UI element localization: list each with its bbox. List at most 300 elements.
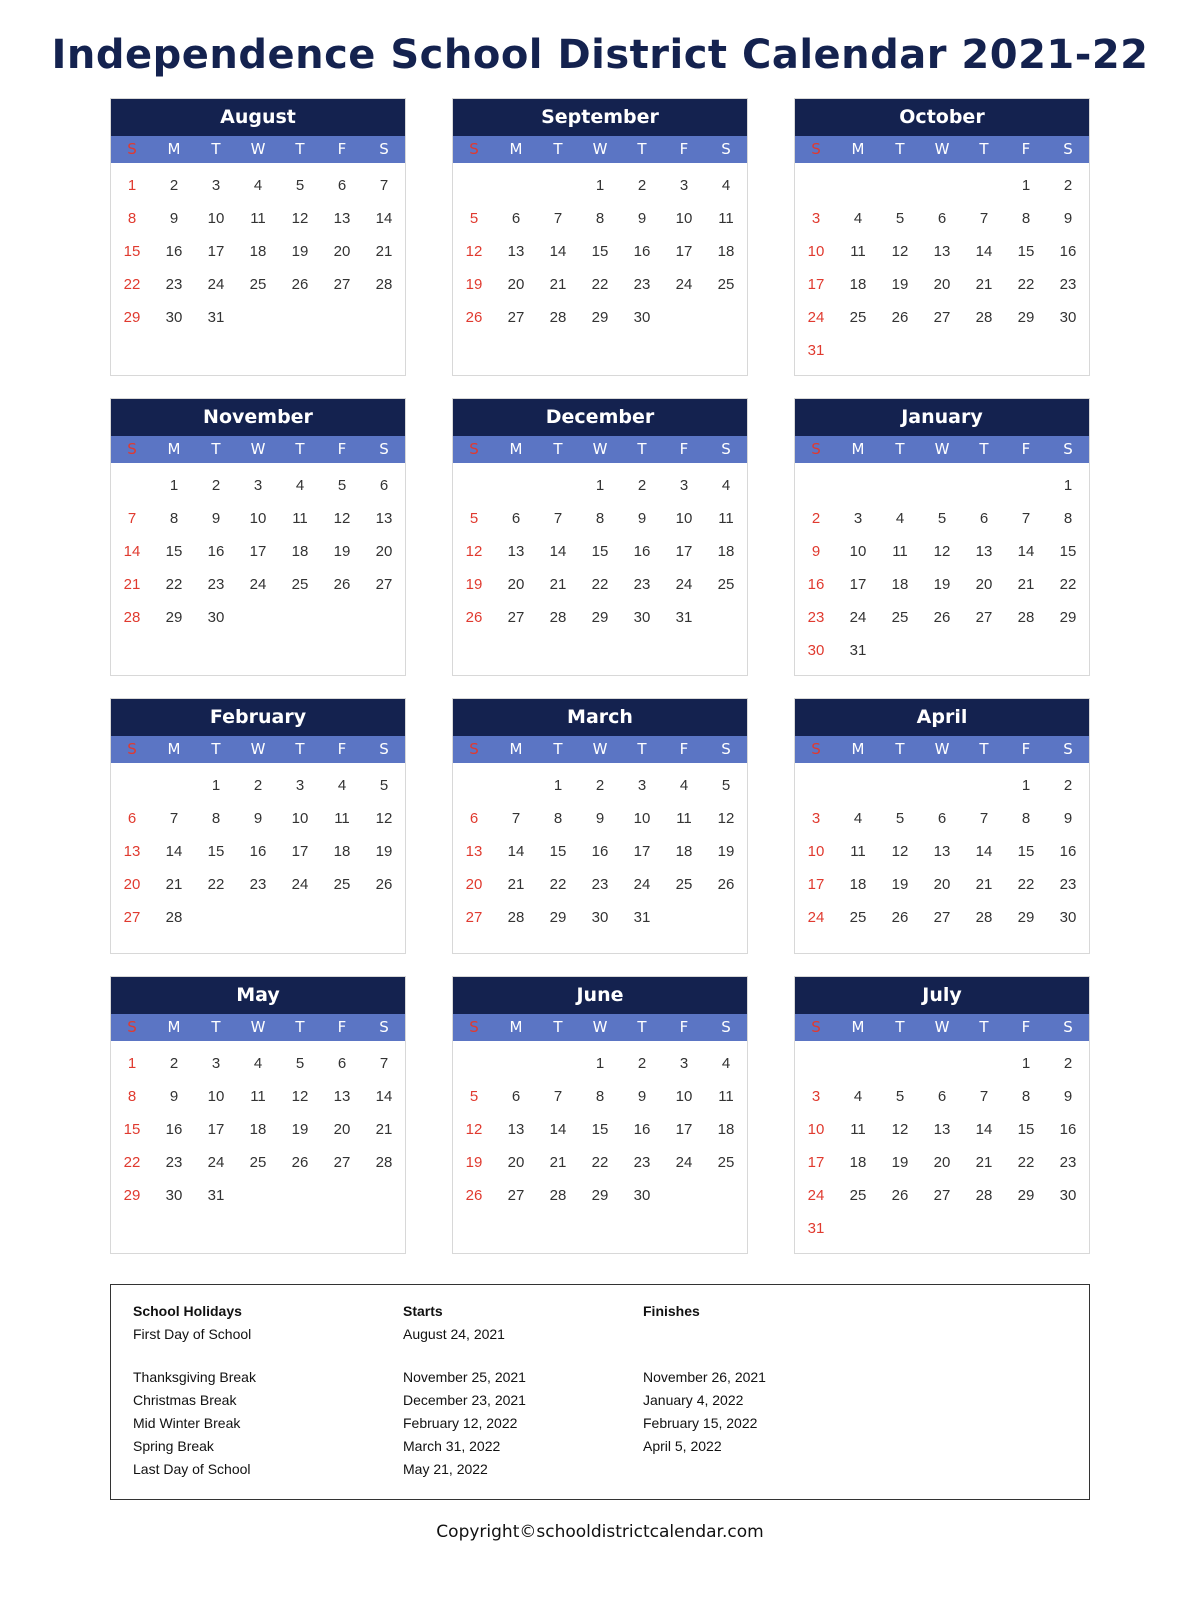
day-cell[interactable]: 28 [549, 1187, 567, 1204]
day-cell[interactable]: 20 [933, 876, 951, 893]
day-cell[interactable]: 25 [891, 609, 909, 626]
day-cell[interactable]: 4 [853, 210, 863, 227]
day-cell[interactable]: 23 [633, 276, 651, 293]
day-cell[interactable]: 2 [211, 477, 221, 494]
day-cell[interactable]: 7 [1021, 510, 1031, 527]
day-cell[interactable]: 31 [207, 309, 225, 326]
day-cell[interactable]: 2 [253, 777, 263, 794]
day-cell[interactable]: 16 [249, 843, 267, 860]
day-cell[interactable]: 13 [375, 510, 393, 527]
day-cell[interactable]: 3 [253, 477, 263, 494]
day-cell[interactable]: 4 [721, 477, 731, 494]
day-cell[interactable]: 17 [807, 276, 825, 293]
day-cell[interactable]: 20 [375, 543, 393, 560]
day-cell[interactable]: 14 [975, 1121, 993, 1138]
day-cell[interactable]: 21 [123, 576, 141, 593]
day-cell[interactable]: 13 [465, 843, 483, 860]
day-cell[interactable]: 5 [469, 1088, 479, 1105]
day-cell[interactable]: 22 [1017, 876, 1035, 893]
day-cell[interactable]: 9 [211, 510, 221, 527]
day-cell[interactable]: 28 [375, 1154, 393, 1171]
day-cell[interactable]: 24 [291, 876, 309, 893]
day-cell[interactable]: 23 [1059, 1154, 1077, 1171]
day-cell[interactable]: 3 [811, 810, 821, 827]
day-cell[interactable]: 16 [1059, 1121, 1077, 1138]
day-cell[interactable]: 26 [333, 576, 351, 593]
day-cell[interactable]: 24 [807, 309, 825, 326]
day-cell[interactable]: 21 [549, 276, 567, 293]
day-cell[interactable]: 23 [249, 876, 267, 893]
day-cell[interactable]: 6 [337, 177, 347, 194]
day-cell[interactable]: 19 [465, 1154, 483, 1171]
day-cell[interactable]: 15 [123, 243, 141, 260]
day-cell[interactable]: 28 [1017, 609, 1035, 626]
day-cell[interactable]: 26 [891, 309, 909, 326]
day-cell[interactable]: 30 [807, 642, 825, 659]
day-cell[interactable]: 29 [549, 909, 567, 926]
day-cell[interactable]: 13 [933, 243, 951, 260]
day-cell[interactable]: 17 [207, 1121, 225, 1138]
day-cell[interactable]: 14 [1017, 543, 1035, 560]
day-cell[interactable]: 1 [1021, 1055, 1031, 1072]
day-cell[interactable]: 22 [207, 876, 225, 893]
day-cell[interactable]: 30 [591, 909, 609, 926]
day-cell[interactable]: 31 [675, 609, 693, 626]
day-cell[interactable]: 7 [553, 1088, 563, 1105]
day-cell[interactable]: 4 [295, 477, 305, 494]
day-cell[interactable]: 11 [334, 810, 350, 827]
day-cell[interactable]: 15 [123, 1121, 141, 1138]
day-cell[interactable]: 30 [633, 1187, 651, 1204]
day-cell[interactable]: 6 [127, 810, 137, 827]
day-cell[interactable]: 13 [507, 243, 525, 260]
day-cell[interactable]: 19 [933, 576, 951, 593]
day-cell[interactable]: 15 [165, 543, 183, 560]
day-cell[interactable]: 8 [211, 810, 221, 827]
day-cell[interactable]: 22 [165, 576, 183, 593]
day-cell[interactable]: 23 [1059, 276, 1077, 293]
day-cell[interactable]: 26 [465, 1187, 483, 1204]
day-cell[interactable]: 19 [333, 543, 351, 560]
day-cell[interactable]: 11 [718, 210, 734, 227]
day-cell[interactable]: 9 [595, 810, 605, 827]
day-cell[interactable]: 25 [717, 276, 735, 293]
day-cell[interactable]: 14 [123, 543, 141, 560]
day-cell[interactable]: 2 [637, 477, 647, 494]
day-cell[interactable]: 23 [207, 576, 225, 593]
day-cell[interactable]: 2 [1063, 177, 1073, 194]
day-cell[interactable]: 21 [1017, 576, 1035, 593]
day-cell[interactable]: 11 [676, 810, 692, 827]
day-cell[interactable]: 8 [595, 510, 605, 527]
day-cell[interactable]: 7 [553, 510, 563, 527]
day-cell[interactable]: 25 [849, 1187, 867, 1204]
day-cell[interactable]: 27 [465, 909, 483, 926]
day-cell[interactable]: 27 [975, 609, 993, 626]
day-cell[interactable]: 21 [549, 576, 567, 593]
day-cell[interactable]: 3 [637, 777, 647, 794]
day-cell[interactable]: 9 [253, 810, 263, 827]
day-cell[interactable]: 14 [165, 843, 183, 860]
day-cell[interactable]: 31 [207, 1187, 225, 1204]
day-cell[interactable]: 15 [1017, 1121, 1035, 1138]
day-cell[interactable]: 13 [507, 1121, 525, 1138]
day-cell[interactable]: 11 [850, 243, 866, 260]
day-cell[interactable]: 17 [849, 576, 867, 593]
day-cell[interactable]: 16 [633, 543, 651, 560]
day-cell[interactable]: 9 [637, 210, 647, 227]
day-cell[interactable]: 18 [675, 843, 693, 860]
day-cell[interactable]: 24 [207, 1154, 225, 1171]
day-cell[interactable]: 1 [553, 777, 563, 794]
day-cell[interactable]: 10 [675, 1088, 693, 1105]
day-cell[interactable]: 13 [333, 210, 351, 227]
day-cell[interactable]: 19 [291, 1121, 309, 1138]
day-cell[interactable]: 31 [849, 642, 867, 659]
day-cell[interactable]: 22 [591, 576, 609, 593]
day-cell[interactable]: 5 [895, 210, 905, 227]
day-cell[interactable]: 7 [553, 210, 563, 227]
day-cell[interactable]: 2 [811, 510, 821, 527]
day-cell[interactable]: 16 [207, 543, 225, 560]
day-cell[interactable]: 3 [811, 1088, 821, 1105]
day-cell[interactable]: 19 [717, 843, 735, 860]
day-cell[interactable]: 20 [975, 576, 993, 593]
day-cell[interactable]: 12 [933, 543, 951, 560]
day-cell[interactable]: 29 [123, 1187, 141, 1204]
day-cell[interactable]: 18 [849, 276, 867, 293]
day-cell[interactable]: 8 [1021, 810, 1031, 827]
day-cell[interactable]: 6 [937, 810, 947, 827]
day-cell[interactable]: 26 [291, 276, 309, 293]
day-cell[interactable]: 23 [633, 576, 651, 593]
day-cell[interactable]: 27 [507, 1187, 525, 1204]
day-cell[interactable]: 25 [849, 909, 867, 926]
day-cell[interactable]: 28 [975, 309, 993, 326]
day-cell[interactable]: 28 [507, 909, 525, 926]
day-cell[interactable]: 31 [807, 342, 825, 359]
day-cell[interactable]: 7 [979, 210, 989, 227]
day-cell[interactable]: 14 [375, 210, 393, 227]
day-cell[interactable]: 14 [375, 1088, 393, 1105]
day-cell[interactable]: 16 [1059, 243, 1077, 260]
day-cell[interactable]: 28 [549, 609, 567, 626]
day-cell[interactable]: 15 [591, 1121, 609, 1138]
day-cell[interactable]: 3 [679, 1055, 689, 1072]
day-cell[interactable]: 4 [721, 1055, 731, 1072]
day-cell[interactable]: 1 [1021, 777, 1031, 794]
day-cell[interactable]: 1 [127, 1055, 137, 1072]
day-cell[interactable]: 10 [633, 810, 651, 827]
day-cell[interactable]: 16 [633, 1121, 651, 1138]
day-cell[interactable]: 29 [591, 309, 609, 326]
day-cell[interactable]: 31 [633, 909, 651, 926]
day-cell[interactable]: 19 [891, 1154, 909, 1171]
day-cell[interactable]: 15 [1059, 543, 1077, 560]
day-cell[interactable]: 20 [123, 876, 141, 893]
day-cell[interactable]: 14 [507, 843, 525, 860]
day-cell[interactable]: 30 [165, 1187, 183, 1204]
day-cell[interactable]: 12 [891, 243, 909, 260]
day-cell[interactable]: 12 [333, 510, 351, 527]
day-cell[interactable]: 8 [595, 210, 605, 227]
day-cell[interactable]: 4 [721, 177, 731, 194]
day-cell[interactable]: 6 [379, 477, 389, 494]
day-cell[interactable]: 25 [249, 276, 267, 293]
day-cell[interactable]: 1 [595, 177, 605, 194]
day-cell[interactable]: 1 [169, 477, 179, 494]
day-cell[interactable]: 1 [595, 477, 605, 494]
day-cell[interactable]: 29 [1059, 609, 1077, 626]
day-cell[interactable]: 31 [807, 1220, 825, 1237]
day-cell[interactable]: 10 [207, 210, 225, 227]
day-cell[interactable]: 1 [1063, 477, 1073, 494]
day-cell[interactable]: 23 [633, 1154, 651, 1171]
day-cell[interactable]: 3 [679, 477, 689, 494]
day-cell[interactable]: 24 [807, 909, 825, 926]
day-cell[interactable]: 11 [292, 510, 308, 527]
day-cell[interactable]: 18 [891, 576, 909, 593]
day-cell[interactable]: 22 [1059, 576, 1077, 593]
day-cell[interactable]: 23 [807, 609, 825, 626]
day-cell[interactable]: 14 [549, 543, 567, 560]
day-cell[interactable]: 19 [891, 876, 909, 893]
day-cell[interactable]: 12 [465, 543, 483, 560]
day-cell[interactable]: 21 [165, 876, 183, 893]
day-cell[interactable]: 20 [333, 1121, 351, 1138]
day-cell[interactable]: 6 [511, 1088, 521, 1105]
day-cell[interactable]: 9 [637, 510, 647, 527]
day-cell[interactable]: 10 [807, 243, 825, 260]
day-cell[interactable]: 8 [553, 810, 563, 827]
day-cell[interactable]: 27 [507, 309, 525, 326]
day-cell[interactable]: 21 [375, 243, 393, 260]
day-cell[interactable]: 9 [637, 1088, 647, 1105]
day-cell[interactable]: 15 [207, 843, 225, 860]
day-cell[interactable]: 25 [717, 576, 735, 593]
day-cell[interactable]: 5 [469, 210, 479, 227]
day-cell[interactable]: 22 [1017, 1154, 1035, 1171]
day-cell[interactable]: 28 [123, 609, 141, 626]
day-cell[interactable]: 29 [591, 609, 609, 626]
day-cell[interactable]: 11 [850, 843, 866, 860]
day-cell[interactable]: 25 [717, 1154, 735, 1171]
day-cell[interactable]: 2 [637, 177, 647, 194]
day-cell[interactable]: 25 [333, 876, 351, 893]
day-cell[interactable]: 4 [253, 177, 263, 194]
day-cell[interactable]: 7 [511, 810, 521, 827]
day-cell[interactable]: 14 [975, 843, 993, 860]
day-cell[interactable]: 22 [1017, 276, 1035, 293]
day-cell[interactable]: 21 [549, 1154, 567, 1171]
day-cell[interactable]: 2 [637, 1055, 647, 1072]
day-cell[interactable]: 26 [375, 876, 393, 893]
day-cell[interactable]: 19 [291, 243, 309, 260]
day-cell[interactable]: 29 [1017, 1187, 1035, 1204]
day-cell[interactable]: 5 [337, 477, 347, 494]
day-cell[interactable]: 24 [675, 576, 693, 593]
day-cell[interactable]: 5 [895, 1088, 905, 1105]
day-cell[interactable]: 22 [591, 276, 609, 293]
day-cell[interactable]: 3 [853, 510, 863, 527]
day-cell[interactable]: 12 [465, 243, 483, 260]
day-cell[interactable]: 24 [633, 876, 651, 893]
day-cell[interactable]: 23 [165, 276, 183, 293]
day-cell[interactable]: 25 [849, 309, 867, 326]
day-cell[interactable]: 4 [253, 1055, 263, 1072]
day-cell[interactable]: 20 [333, 243, 351, 260]
day-cell[interactable]: 7 [127, 510, 137, 527]
day-cell[interactable]: 27 [507, 609, 525, 626]
day-cell[interactable]: 28 [375, 276, 393, 293]
day-cell[interactable]: 29 [165, 609, 183, 626]
day-cell[interactable]: 20 [507, 576, 525, 593]
day-cell[interactable]: 18 [333, 843, 351, 860]
day-cell[interactable]: 25 [291, 576, 309, 593]
day-cell[interactable]: 7 [379, 177, 389, 194]
day-cell[interactable]: 6 [937, 210, 947, 227]
day-cell[interactable]: 5 [721, 777, 731, 794]
day-cell[interactable]: 6 [511, 210, 521, 227]
day-cell[interactable]: 26 [891, 909, 909, 926]
day-cell[interactable]: 16 [807, 576, 825, 593]
day-cell[interactable]: 9 [1063, 210, 1073, 227]
day-cell[interactable]: 11 [250, 1088, 266, 1105]
day-cell[interactable]: 23 [1059, 876, 1077, 893]
day-cell[interactable]: 4 [853, 1088, 863, 1105]
day-cell[interactable]: 30 [1059, 909, 1077, 926]
day-cell[interactable]: 10 [207, 1088, 225, 1105]
day-cell[interactable]: 18 [717, 243, 735, 260]
day-cell[interactable]: 17 [807, 1154, 825, 1171]
day-cell[interactable]: 1 [1021, 177, 1031, 194]
day-cell[interactable]: 10 [675, 510, 693, 527]
day-cell[interactable]: 18 [849, 876, 867, 893]
day-cell[interactable]: 27 [123, 909, 141, 926]
day-cell[interactable]: 11 [718, 1088, 734, 1105]
day-cell[interactable]: 6 [937, 1088, 947, 1105]
day-cell[interactable]: 8 [1021, 1088, 1031, 1105]
day-cell[interactable]: 24 [249, 576, 267, 593]
day-cell[interactable]: 18 [249, 243, 267, 260]
day-cell[interactable]: 18 [249, 1121, 267, 1138]
day-cell[interactable]: 21 [975, 276, 993, 293]
day-cell[interactable]: 15 [1017, 843, 1035, 860]
day-cell[interactable]: 20 [507, 276, 525, 293]
day-cell[interactable]: 24 [675, 1154, 693, 1171]
day-cell[interactable]: 20 [933, 1154, 951, 1171]
day-cell[interactable]: 25 [249, 1154, 267, 1171]
day-cell[interactable]: 18 [849, 1154, 867, 1171]
day-cell[interactable]: 27 [933, 309, 951, 326]
day-cell[interactable]: 23 [165, 1154, 183, 1171]
day-cell[interactable]: 29 [1017, 309, 1035, 326]
day-cell[interactable]: 19 [375, 843, 393, 860]
day-cell[interactable]: 17 [675, 243, 693, 260]
day-cell[interactable]: 6 [469, 810, 479, 827]
day-cell[interactable]: 3 [211, 177, 221, 194]
day-cell[interactable]: 17 [675, 1121, 693, 1138]
day-cell[interactable]: 10 [807, 843, 825, 860]
day-cell[interactable]: 8 [595, 1088, 605, 1105]
day-cell[interactable]: 26 [891, 1187, 909, 1204]
day-cell[interactable]: 6 [337, 1055, 347, 1072]
day-cell[interactable]: 5 [469, 510, 479, 527]
day-cell[interactable]: 7 [979, 810, 989, 827]
day-cell[interactable]: 3 [679, 177, 689, 194]
day-cell[interactable]: 9 [811, 543, 821, 560]
day-cell[interactable]: 28 [549, 309, 567, 326]
day-cell[interactable]: 12 [291, 1088, 309, 1105]
day-cell[interactable]: 8 [127, 210, 137, 227]
day-cell[interactable]: 19 [891, 276, 909, 293]
day-cell[interactable]: 10 [291, 810, 309, 827]
day-cell[interactable]: 11 [718, 510, 734, 527]
day-cell[interactable]: 27 [333, 276, 351, 293]
day-cell[interactable]: 13 [333, 1088, 351, 1105]
day-cell[interactable]: 6 [511, 510, 521, 527]
day-cell[interactable]: 4 [853, 810, 863, 827]
day-cell[interactable]: 2 [169, 177, 179, 194]
day-cell[interactable]: 2 [1063, 777, 1073, 794]
day-cell[interactable]: 17 [207, 243, 225, 260]
day-cell[interactable]: 10 [849, 543, 867, 560]
day-cell[interactable]: 3 [211, 1055, 221, 1072]
day-cell[interactable]: 20 [465, 876, 483, 893]
day-cell[interactable]: 3 [811, 210, 821, 227]
day-cell[interactable]: 5 [295, 177, 305, 194]
day-cell[interactable]: 27 [375, 576, 393, 593]
day-cell[interactable]: 2 [595, 777, 605, 794]
day-cell[interactable]: 15 [549, 843, 567, 860]
day-cell[interactable]: 13 [933, 843, 951, 860]
day-cell[interactable]: 24 [849, 609, 867, 626]
day-cell[interactable]: 18 [717, 1121, 735, 1138]
day-cell[interactable]: 26 [933, 609, 951, 626]
day-cell[interactable]: 14 [549, 243, 567, 260]
day-cell[interactable]: 1 [127, 177, 137, 194]
day-cell[interactable]: 21 [375, 1121, 393, 1138]
day-cell[interactable]: 16 [165, 1121, 183, 1138]
day-cell[interactable]: 6 [979, 510, 989, 527]
day-cell[interactable]: 9 [1063, 1088, 1073, 1105]
day-cell[interactable]: 15 [591, 243, 609, 260]
day-cell[interactable]: 13 [975, 543, 993, 560]
day-cell[interactable]: 22 [123, 276, 141, 293]
day-cell[interactable]: 26 [465, 609, 483, 626]
day-cell[interactable]: 8 [169, 510, 179, 527]
day-cell[interactable]: 30 [1059, 309, 1077, 326]
day-cell[interactable]: 5 [895, 810, 905, 827]
day-cell[interactable]: 10 [807, 1121, 825, 1138]
day-cell[interactable]: 16 [591, 843, 609, 860]
day-cell[interactable]: 7 [979, 1088, 989, 1105]
day-cell[interactable]: 30 [165, 309, 183, 326]
day-cell[interactable]: 5 [295, 1055, 305, 1072]
day-cell[interactable]: 24 [675, 276, 693, 293]
day-cell[interactable]: 12 [891, 1121, 909, 1138]
day-cell[interactable]: 2 [1063, 1055, 1073, 1072]
day-cell[interactable]: 11 [892, 543, 908, 560]
day-cell[interactable]: 7 [379, 1055, 389, 1072]
day-cell[interactable]: 17 [807, 876, 825, 893]
day-cell[interactable]: 11 [250, 210, 266, 227]
day-cell[interactable]: 9 [1063, 810, 1073, 827]
day-cell[interactable]: 1 [211, 777, 221, 794]
day-cell[interactable]: 3 [295, 777, 305, 794]
day-cell[interactable]: 20 [507, 1154, 525, 1171]
day-cell[interactable]: 18 [291, 543, 309, 560]
